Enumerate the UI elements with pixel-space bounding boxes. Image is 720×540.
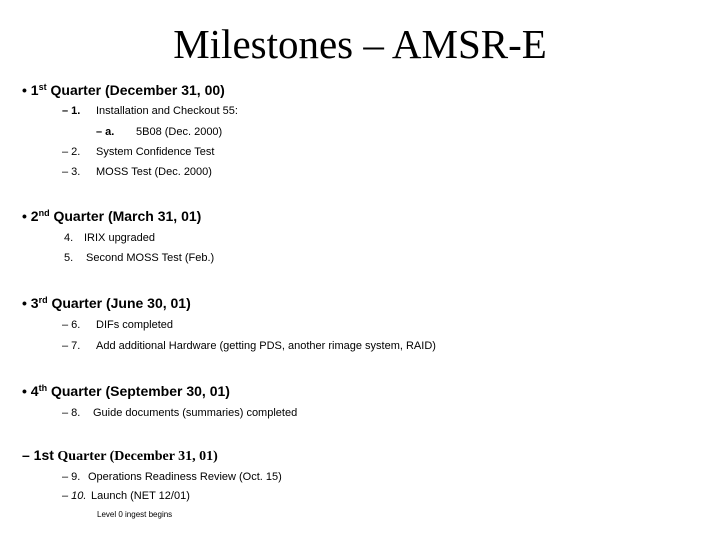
item-text: DIFs completed bbox=[96, 319, 174, 331]
item-text: Add additional Hardware (getting PDS, another rimage system, RAID) bbox=[96, 340, 436, 352]
item-number: – 9. bbox=[62, 471, 81, 483]
item-number: – 1. bbox=[62, 105, 81, 117]
ordinal-suffix: st bbox=[38, 82, 47, 92]
bullet: • bbox=[22, 383, 27, 399]
quarter-prefix: – 1st bbox=[22, 447, 54, 463]
bullet: • bbox=[22, 295, 27, 311]
item-number: 5. bbox=[64, 252, 74, 264]
item-text: 5B08 (Dec. 2000) bbox=[136, 126, 223, 138]
ordinal-suffix: rd bbox=[38, 295, 48, 305]
quarter-5-heading bbox=[22, 447, 218, 465]
quarter-title: Quarter (December 31, 01) bbox=[57, 449, 218, 464]
item-text: System Confidence Test bbox=[96, 146, 215, 158]
item-text: IRIX upgraded bbox=[84, 232, 155, 244]
quarter-title: Quarter (March 31, 01) bbox=[53, 208, 202, 224]
ordinal-suffix: nd bbox=[38, 208, 50, 218]
item-text: MOSS Test (Dec. 2000) bbox=[96, 166, 212, 178]
quarter-4-heading bbox=[22, 383, 230, 399]
item-text: Operations Readiness Review (Oct. 15) bbox=[88, 471, 282, 483]
ordinal-suffix: th bbox=[38, 383, 48, 393]
item-text: Launch (NET 12/01) bbox=[91, 490, 190, 502]
quarter-3-heading bbox=[22, 295, 191, 311]
sub-item-text: Level 0 ingest begins bbox=[97, 510, 173, 519]
quarter-number: 2 bbox=[30, 208, 39, 224]
item-text: Guide documents (summaries) completed bbox=[93, 407, 298, 419]
bullet: • bbox=[22, 208, 27, 224]
item-number: – a. bbox=[96, 126, 115, 138]
item-number: – 6. bbox=[62, 319, 81, 331]
quarter-1-heading bbox=[22, 82, 225, 98]
item-number: – 8. bbox=[62, 407, 81, 419]
item-text: Second MOSS Test (Feb.) bbox=[86, 252, 215, 264]
item-number: – 2. bbox=[62, 146, 81, 158]
quarter-2-heading bbox=[22, 208, 201, 224]
item-number: – 7. bbox=[62, 340, 81, 352]
quarter-number: 3 bbox=[30, 295, 39, 311]
item-text: Installation and Checkout 55: bbox=[96, 105, 238, 117]
quarter-number: 4 bbox=[30, 383, 39, 399]
quarter-title: Quarter (September 30, 01) bbox=[50, 383, 230, 399]
quarter-title: Quarter (December 31, 00) bbox=[50, 82, 225, 98]
quarter-title: Quarter (June 30, 01) bbox=[51, 295, 191, 311]
page-title: Milestones – AMSR-E bbox=[173, 21, 547, 67]
item-number: – 3. bbox=[62, 166, 81, 178]
bullet: • bbox=[22, 82, 27, 98]
quarter-number: 1 bbox=[30, 82, 39, 98]
item-number: – 10. bbox=[62, 490, 87, 502]
item-number: 4. bbox=[64, 232, 74, 244]
